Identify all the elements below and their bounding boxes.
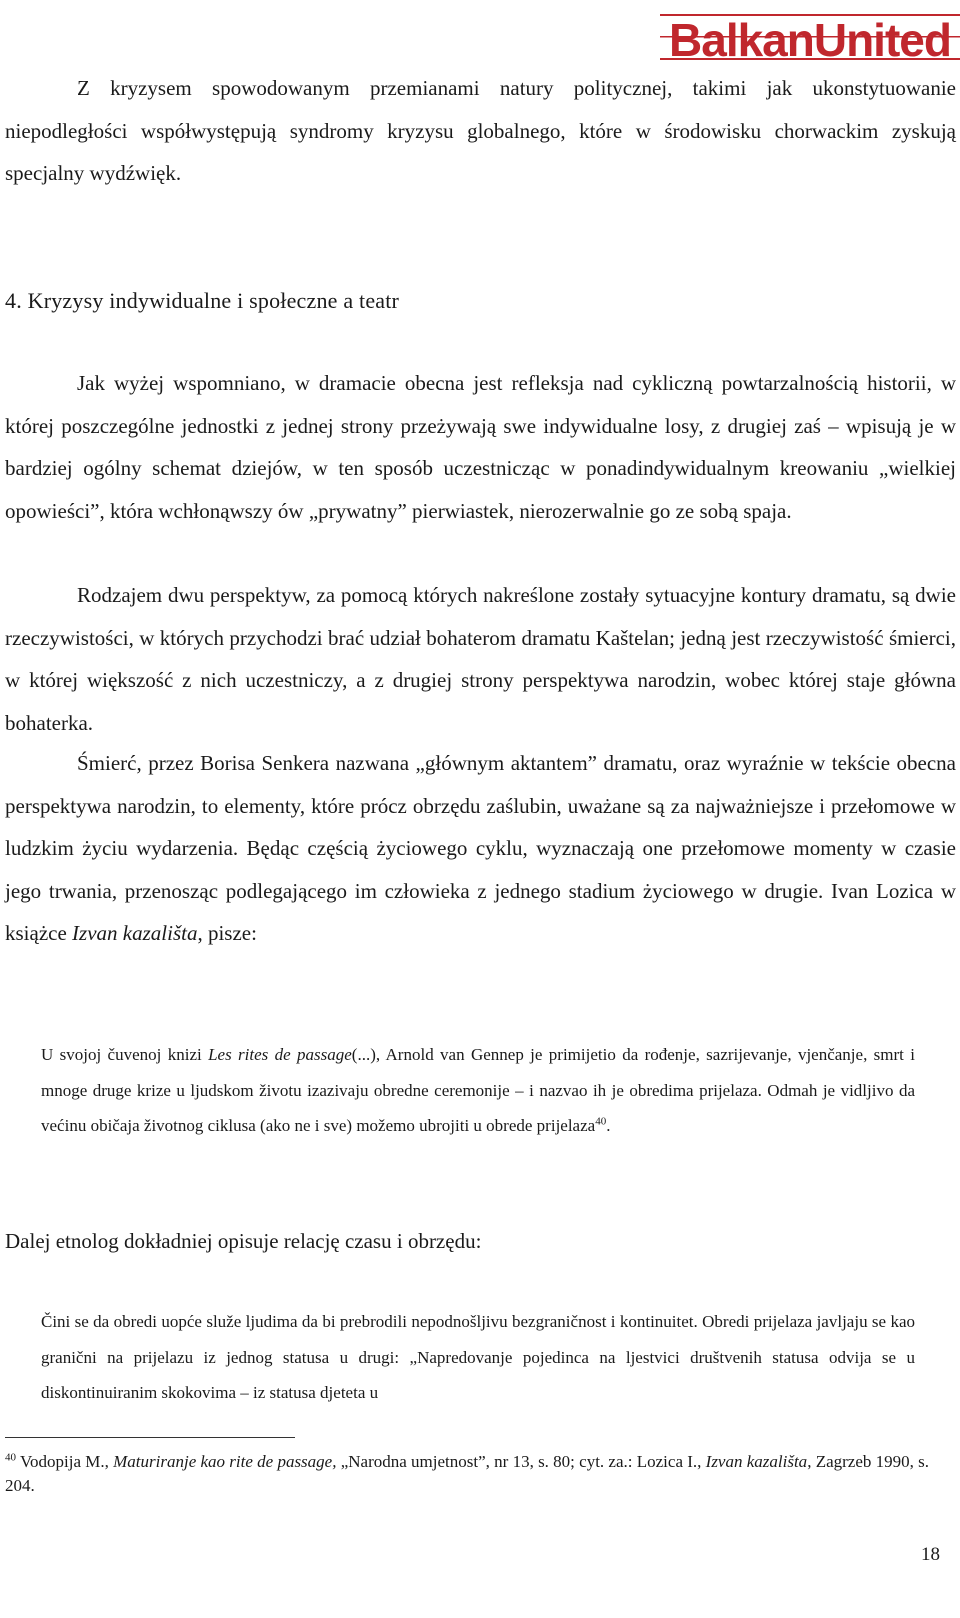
footnote-middle: „Narodna umjetnost”, nr 13, s. 80; cyt. za.: Lozica I.,	[336, 1452, 706, 1471]
book-title: Izvan kazališta	[72, 921, 198, 945]
section-heading: 4. Kryzysy indywidualne i społeczne a teatr	[5, 288, 400, 313]
transition-sentence: Dalej etnolog dokładniej opisuje relację czasu i obrzędu:	[5, 1229, 482, 1253]
footnote-title: Maturiranje kao rite de passage,	[113, 1452, 337, 1471]
quote-1-part-2: (...), Arnold van Gennep je primijetio da rođenje, sazrijevanje, vjenčanje, smrt i mnoge druge krize u ljudskom životu izazivaju obredne ceremonije – i nazvao ih je obredima prijelaza. Odmah je vidljivo da većinu običaja životnog ciklusa (ako ne i sve) možemo ubrojiti u obrede prijelaza	[41, 1045, 915, 1135]
quote-1-part-1: U svojoj čuvenoj knizi	[41, 1045, 209, 1064]
quote-1-part-3: .	[606, 1116, 611, 1135]
footnote-divider	[5, 1437, 295, 1438]
body-paragraph-3	[5, 742, 956, 955]
footnote-author: Vodopija M.,	[16, 1452, 114, 1471]
footnote-reference[interactable]: 40	[595, 1115, 607, 1128]
block-quote-1	[41, 1037, 915, 1144]
footnote-number: 40	[5, 1451, 16, 1464]
quote-1-book-title: Les rites de passage	[208, 1045, 352, 1064]
footnote-book: Izvan kazališta	[705, 1452, 808, 1471]
intro-paragraph: Z kryzysem spowodowanym przemianami natury politycznej, takimi jak ukonstytuowanie niepodległości współwystępują syndromy kryzysu globalnego, które w środowisku chorwackim zyskują specjalny wydźwięk.	[5, 76, 956, 185]
body-paragraph-1: Jak wyżej wspomniano, w dramacie obecna jest refleksja nad cykliczną powtarzalnością historii, w której poszczególne jednostki z jednej strony przeżywają swe indywidualne losy, z drugiej zaś – wpisują je w bardziej ogólny schemat dziejów, w ten sposób uczestnicząc w ponadindywidualnym kreowaniu „wielkiej opowieści”, która wchłonąwszy ów „prywatny” pierwiastek, nierozerwalnie go ze sobą spaja.	[5, 371, 956, 523]
balkan-united-logo	[660, 6, 960, 70]
logo-text: BalkanUnited	[669, 14, 951, 66]
footnote	[5, 1450, 955, 1498]
body-paragraph-2: Rodzajem dwu perspektyw, za pomocą których nakreślone zostały sytuacyjne kontury dramatu, są dwie rzeczywistości, w których przychodzi brać udział bohaterom dramatu Kaštelan; jedną jest rzeczywistość śmierci, w której większość z nich uczestniczy, a z drugiej strony perspektywa narodzin, wobec której staje główna bohaterka.	[5, 583, 956, 735]
block-quote-2: Čini se da obredi uopće služe ljudima da bi prebrodili nepodnošljivu bezgraničnost i kontinuitet. Obredi prijelaza javljaju se kao granični na prijelazu iz jednog statusa u drugi: „Napredovanje pojedinca na ljestvici društvenih statusa odvija se u diskontinuiranim skokovima – iz statusa djeteta u	[41, 1312, 915, 1402]
footnote-end: , Zagrzeb 1990, s. 204.	[5, 1452, 929, 1495]
page-number: 18	[921, 1544, 940, 1565]
body-paragraph-3-end: , pisze:	[197, 921, 257, 945]
body-paragraph-3-text: Śmierć, przez Borisa Senkera nazwana „głównym aktantem” dramatu, oraz wyraźnie w tekście obecna perspektywa narodzin, to elementy, które prócz obrzędu zaślubin, uważane są za najważniejsze i przełomowe w ludzkim życiu wydarzenia. Będąc częścią życiowego cyklu, wyznaczają one przełomowe momenty w czasie jego trwania, przenosząc podlegającego im człowieka z jednego stadium życiowego w drugie. Ivan Lozica w książce	[5, 751, 956, 945]
